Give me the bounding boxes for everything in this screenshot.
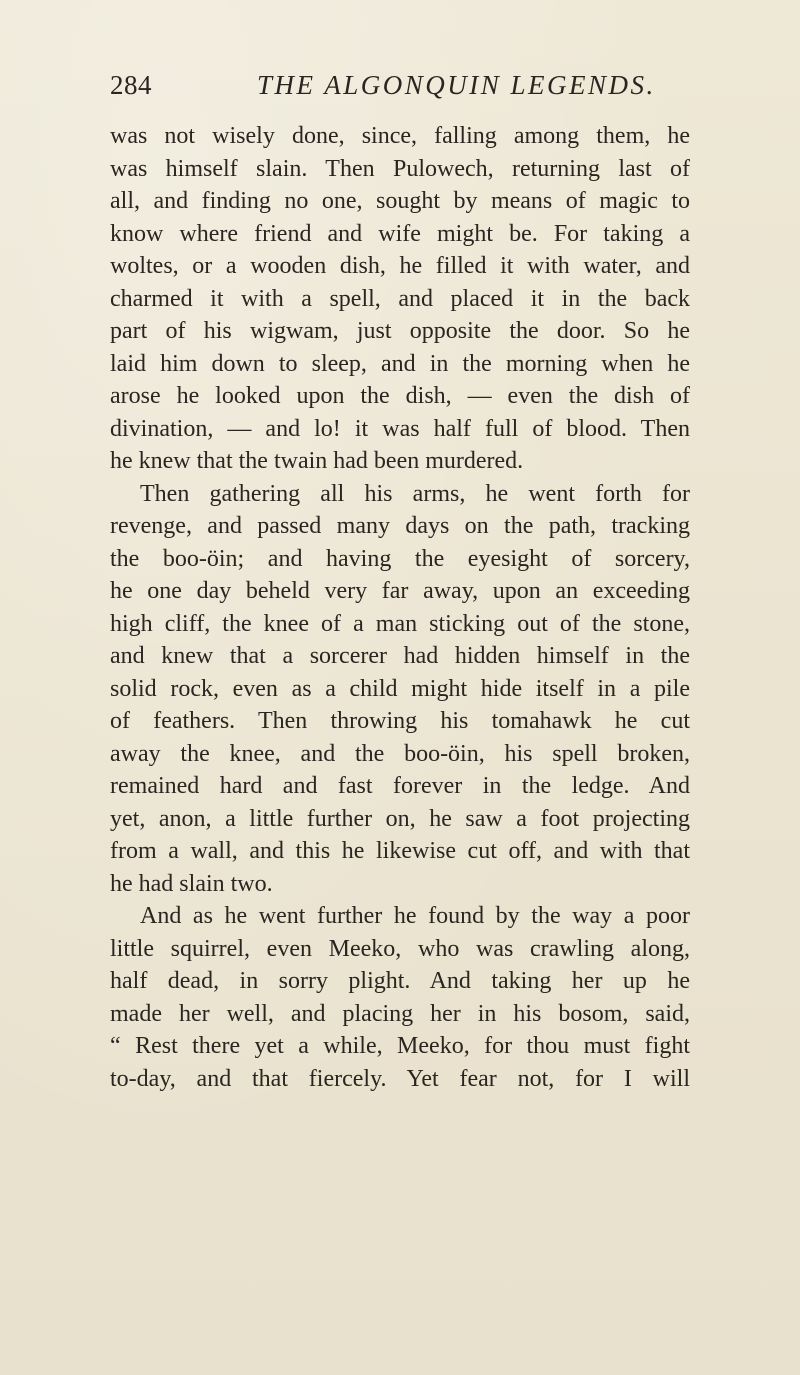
text-line: he knew that the twain had been murdered. — [110, 448, 524, 474]
text-line: little squirrel, even Meeko, who was crawling along, — [110, 935, 690, 962]
text-line: divination, — and lo! it was half full of blood. Then — [110, 415, 690, 442]
text-line: to-day, and that fiercely. Yet fear not, for I will — [110, 1065, 690, 1092]
text-line: part of his wigwam, just opposite the door. So he — [110, 318, 690, 344]
text-line: charmed it with a spell, and placed it in the back — [110, 285, 690, 312]
text-line: and knew that a sorcerer had hidden himself in the — [110, 643, 690, 669]
text-line: was himself slain. Then Pulowech, returning last of — [110, 155, 690, 182]
text-line: remained hard and fast forever in the ledge. And — [110, 773, 690, 799]
text-line: he one day beheld very far away, upon an exceeding — [110, 578, 690, 604]
text-line: made her well, and placing her in his bosom, said, — [110, 1000, 690, 1027]
text-line: Then gathering all his arms, he went forth for — [140, 480, 690, 507]
text-line: all, and finding no one, sought by means of magic to — [110, 188, 690, 214]
text-line: revenge, and passed many days on the path, tracking — [110, 513, 690, 539]
text-line: arose he looked upon the dish, — even the dish of — [110, 383, 690, 409]
body-text — [110, 120, 690, 1095]
text-line: And as he went further he found by the way a poor — [140, 903, 690, 929]
running-head: THE ALGONQUIN LEGENDS. — [257, 70, 656, 100]
page-number: 284 — [110, 70, 152, 100]
text-line: woltes, or a wooden dish, he filled it with water, and — [110, 253, 690, 279]
text-line: laid him down to sleep, and in the morning when he — [110, 350, 690, 377]
text-line: high cliff, the knee of a man sticking out of the stone, — [110, 610, 690, 637]
text-line: of feathers. Then throwing his tomahawk he cut — [110, 708, 690, 734]
text-line: know where friend and wife might be. For taking a — [110, 220, 690, 247]
text-line: “ Rest there yet a while, Meeko, for thou must fight — [110, 1033, 690, 1059]
text-line: half dead, in sorry plight. And taking her up he — [110, 968, 690, 994]
text-line: the boo-öin; and having the eyesight of sorcery, — [110, 545, 690, 572]
text-line: yet, anon, a little further on, he saw a foot projecting — [110, 805, 690, 832]
text-line: he had slain two. — [110, 870, 273, 897]
page-header — [0, 70, 800, 110]
text-line: from a wall, and this he likewise cut off, and with that — [110, 838, 690, 864]
text-line: was not wisely done, since, falling among them, he — [110, 123, 690, 149]
text-line: away the knee, and the boo-öin, his spell broken, — [110, 740, 690, 767]
text-line: solid rock, even as a child might hide itself in a pile — [110, 675, 690, 702]
